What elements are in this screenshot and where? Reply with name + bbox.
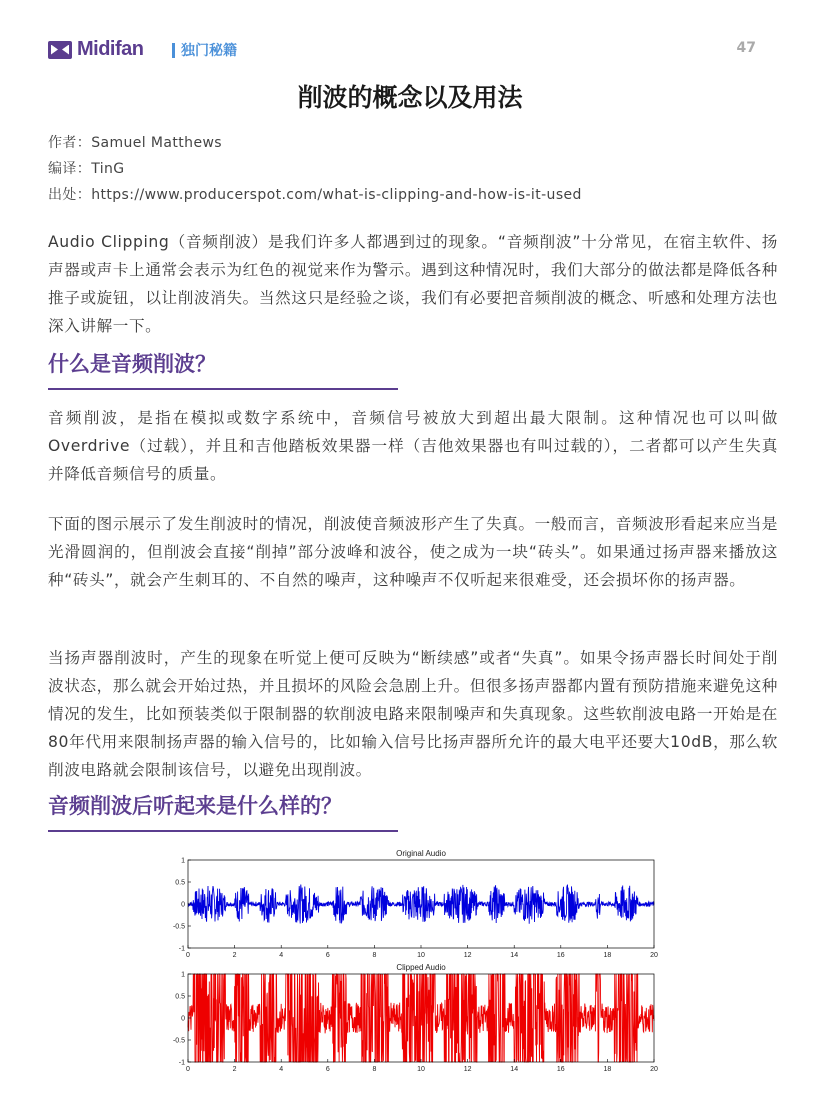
- x-tick-label: 6: [325, 1066, 330, 1073]
- source-line: 出处：https://www.producerspot.com/what-is-clipping-and-how-is-it-used: [48, 187, 582, 203]
- x-tick-label: 14: [510, 1066, 519, 1073]
- x-tick-label: 10: [417, 1066, 425, 1073]
- x-tick-label: 18: [603, 1066, 612, 1073]
- section-heading-underline: [48, 830, 398, 832]
- x-tick-label: 16: [556, 952, 565, 959]
- midifan-logo-icon: [48, 41, 72, 59]
- paragraph-waveform: 下面的图示展示了发生削波时的情况，削波使音频波形产生了失真。一般而言，音频波形看起来应当是光滑圆润的，但削波会直接“削掉”部分波峰和波谷，使之成为一块“砖头”。如果通过扬声器来播放这种“砖头”，就会产生刺耳的、不自然的噪声，这种噪声不仅听起来很难受，还会损坏你的扬声器。: [48, 515, 778, 589]
- x-tick-label: 12: [463, 1066, 472, 1073]
- x-tick-label: 10: [417, 952, 425, 959]
- y-tick-label: 0: [181, 901, 185, 909]
- x-tick-label: 12: [463, 952, 472, 959]
- y-tick-label: -0.5: [172, 1037, 185, 1045]
- chart-title: Original Audio: [396, 849, 446, 858]
- y-tick-label: -1: [178, 1059, 185, 1067]
- x-tick-label: 2: [232, 952, 237, 959]
- x-tick-label: 4: [279, 1066, 284, 1073]
- page-header: [48, 36, 772, 64]
- x-tick-label: 6: [325, 952, 330, 959]
- y-tick-label: 1: [181, 971, 185, 979]
- article-meta: [48, 130, 582, 208]
- paragraph-speaker: 当扬声器削波时，产生的现象在听觉上便可反映为“断续感”或者“失真”。如果令扬声器长时间处于削波状态，那么就会开始过热，并且损坏的风险会急剧上升。但很多扬声器都内置有预防措施来避免这种情况的发生，比如预装类似于限制器的软削波电路来限制噪声和失真现象。这些软削波电路一开始是在80年代用来限制扬声器的输入信号的，比如输入信号比扬声器所允许的最大电平还要大10dB，那么软削波电路就会限制该信号，以避免出现削波。: [48, 649, 778, 779]
- y-tick-label: -0.5: [172, 923, 185, 931]
- x-tick-label: 14: [510, 952, 519, 959]
- y-tick-label: 1: [181, 857, 185, 865]
- author-line: 作者：Samuel Matthews: [48, 135, 222, 151]
- y-tick-label: 0.5: [175, 879, 185, 887]
- waveform-line: [188, 885, 654, 924]
- waveform-line: [188, 974, 654, 1062]
- intro-paragraph: Audio Clipping（音频削波）是我们许多人都遇到过的现象。“音频削波”十分常见，在宿主软件、扬声器或声卡上通常会表示为红色的视觉来作为警示。遇到这种情况时，我们大部分的做法都是降低各种推子或旋钮，以让削波消失。当然这只是经验之谈，我们有必要把音频削波的概念、听感和处理方法也深入讲解一下。: [48, 233, 778, 335]
- x-tick-label: 0: [186, 1066, 190, 1073]
- x-tick-label: 4: [279, 952, 284, 959]
- translator-line: 编译：TinG: [48, 161, 125, 177]
- x-tick-label: 0: [186, 952, 190, 959]
- paragraph-definition: 音频削波，是指在模拟或数字系统中，音频信号被放大到超出最大限制。这种情况也可以叫做Overdrive（过载），并且和吉他踏板效果器一样（吉他效果器也有叫过载的），二者都可以产生失真并降低音频信号的质量。: [48, 409, 778, 483]
- y-tick-label: -1: [178, 945, 185, 953]
- waveform-figure: [160, 846, 670, 1086]
- section-tag-label: 独门秘籍: [181, 43, 237, 59]
- x-tick-label: 2: [232, 1066, 237, 1073]
- section-tag: [172, 40, 237, 60]
- brand-name: Midifan: [77, 38, 144, 60]
- article-title: 削波的概念以及用法: [297, 83, 523, 112]
- y-tick-label: 0: [181, 1015, 185, 1023]
- y-tick-label: 0.5: [175, 993, 185, 1001]
- x-tick-label: 16: [556, 1066, 565, 1073]
- waveform-charts: [160, 846, 670, 1086]
- section-heading-underline: [48, 388, 398, 390]
- x-tick-label: 18: [603, 952, 612, 959]
- x-tick-label: 20: [650, 952, 658, 959]
- section-heading-what-is-clipping: 什么是音频削波？: [48, 352, 216, 376]
- section-tag-bar: [172, 43, 175, 58]
- chart-title: Clipped Audio: [396, 963, 446, 972]
- x-tick-label: 8: [372, 952, 377, 959]
- x-tick-label: 20: [650, 1066, 658, 1073]
- page-number: 47: [736, 40, 756, 56]
- section-heading-how-it-sounds: 音频削波后听起来是什么样的？: [48, 794, 342, 818]
- x-tick-label: 8: [372, 1066, 377, 1073]
- midifan-logo: [48, 38, 144, 61]
